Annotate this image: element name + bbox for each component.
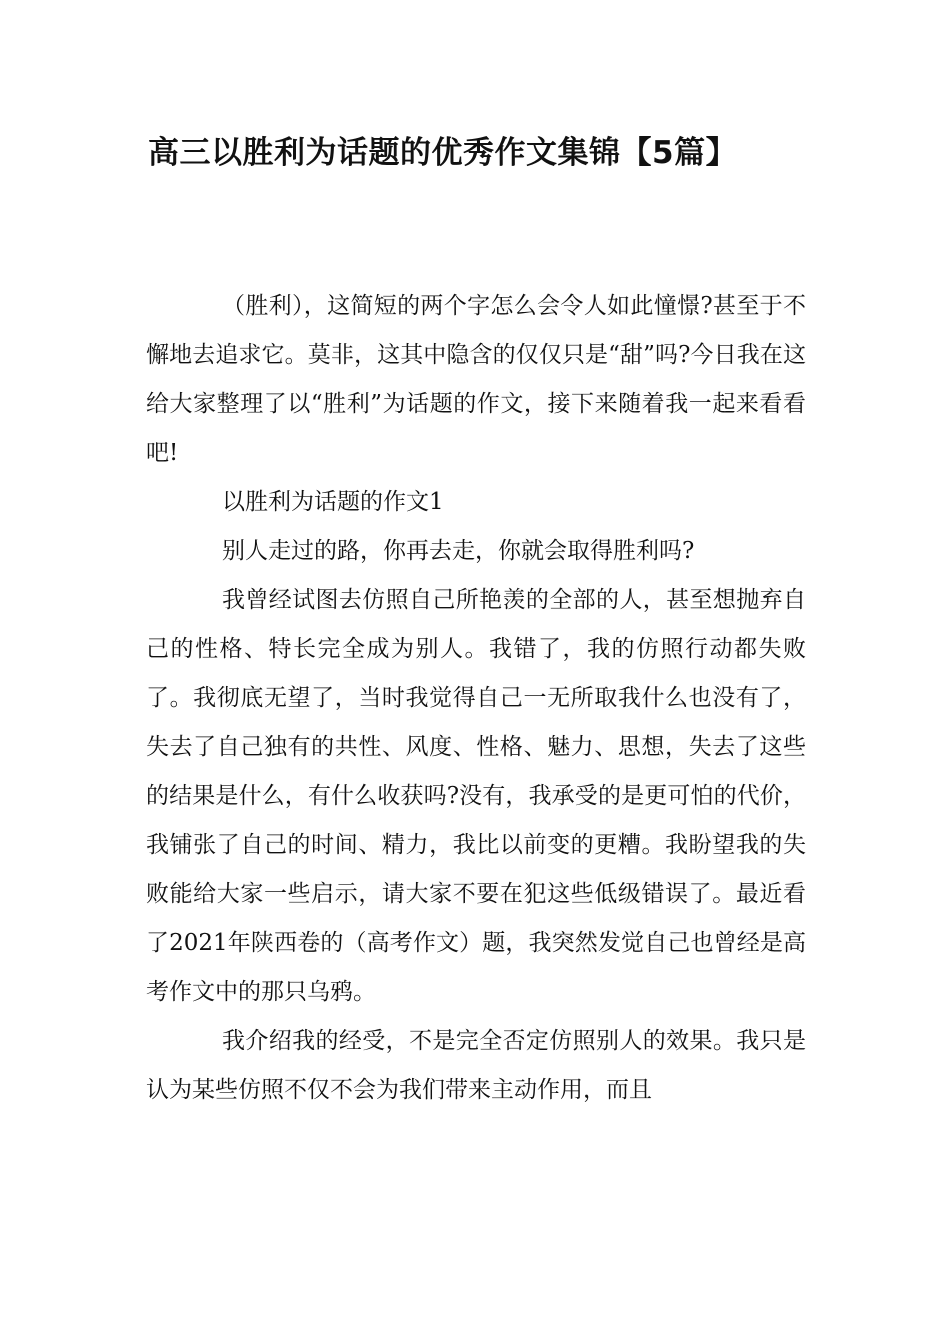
document-body <box>146 282 806 1115</box>
essay-opening-question: 别人走过的路，你再去走，你就会取得胜利吗? <box>222 538 695 564</box>
body-paragraph: 我曾经试图去仿照自己所艳羡的全部的人，甚至想抛弃自己的性格、特长完全成为别人。我错了，我的仿照行动都失败了。我彻底无望了，当时我觉得自己一无所取我什么也没有了，失去了自己独有的共性、风度、性格、魅力、思想，失去了这些的结果是什么，有什么收获吗?没有，我承受的是更可怕的代价，我铺张了自己的时间、精力，我比以前变的更糟。我盼望我的失败能给大家一些启示，请大家不要在犯这些低级错误了。最近看了2021年陕西卷的（高考作文）题，我突然发觉自己也曾经是高考作文中的那只乌鸦。 <box>146 587 806 1005</box>
intro-paragraph: （胜利），这简短的两个字怎么会令人如此憧憬?甚至于不懈地去追求它。莫非，这其中隐含的仅仅只是“甜”吗?今日我在这给大家整理了以“胜利”为话题的作文，接下来随着我一起来看看吧! <box>146 293 806 466</box>
document-title: 高三以胜利为话题的优秀作文集锦【5篇】 <box>148 135 738 171</box>
essay-heading: 以胜利为话题的作文1 <box>222 489 444 515</box>
body-paragraph: 我介绍我的经受，不是完全否定仿照别人的效果。我只是认为某些仿照不仅不会为我们带来主动作用，而且 <box>146 1028 806 1103</box>
